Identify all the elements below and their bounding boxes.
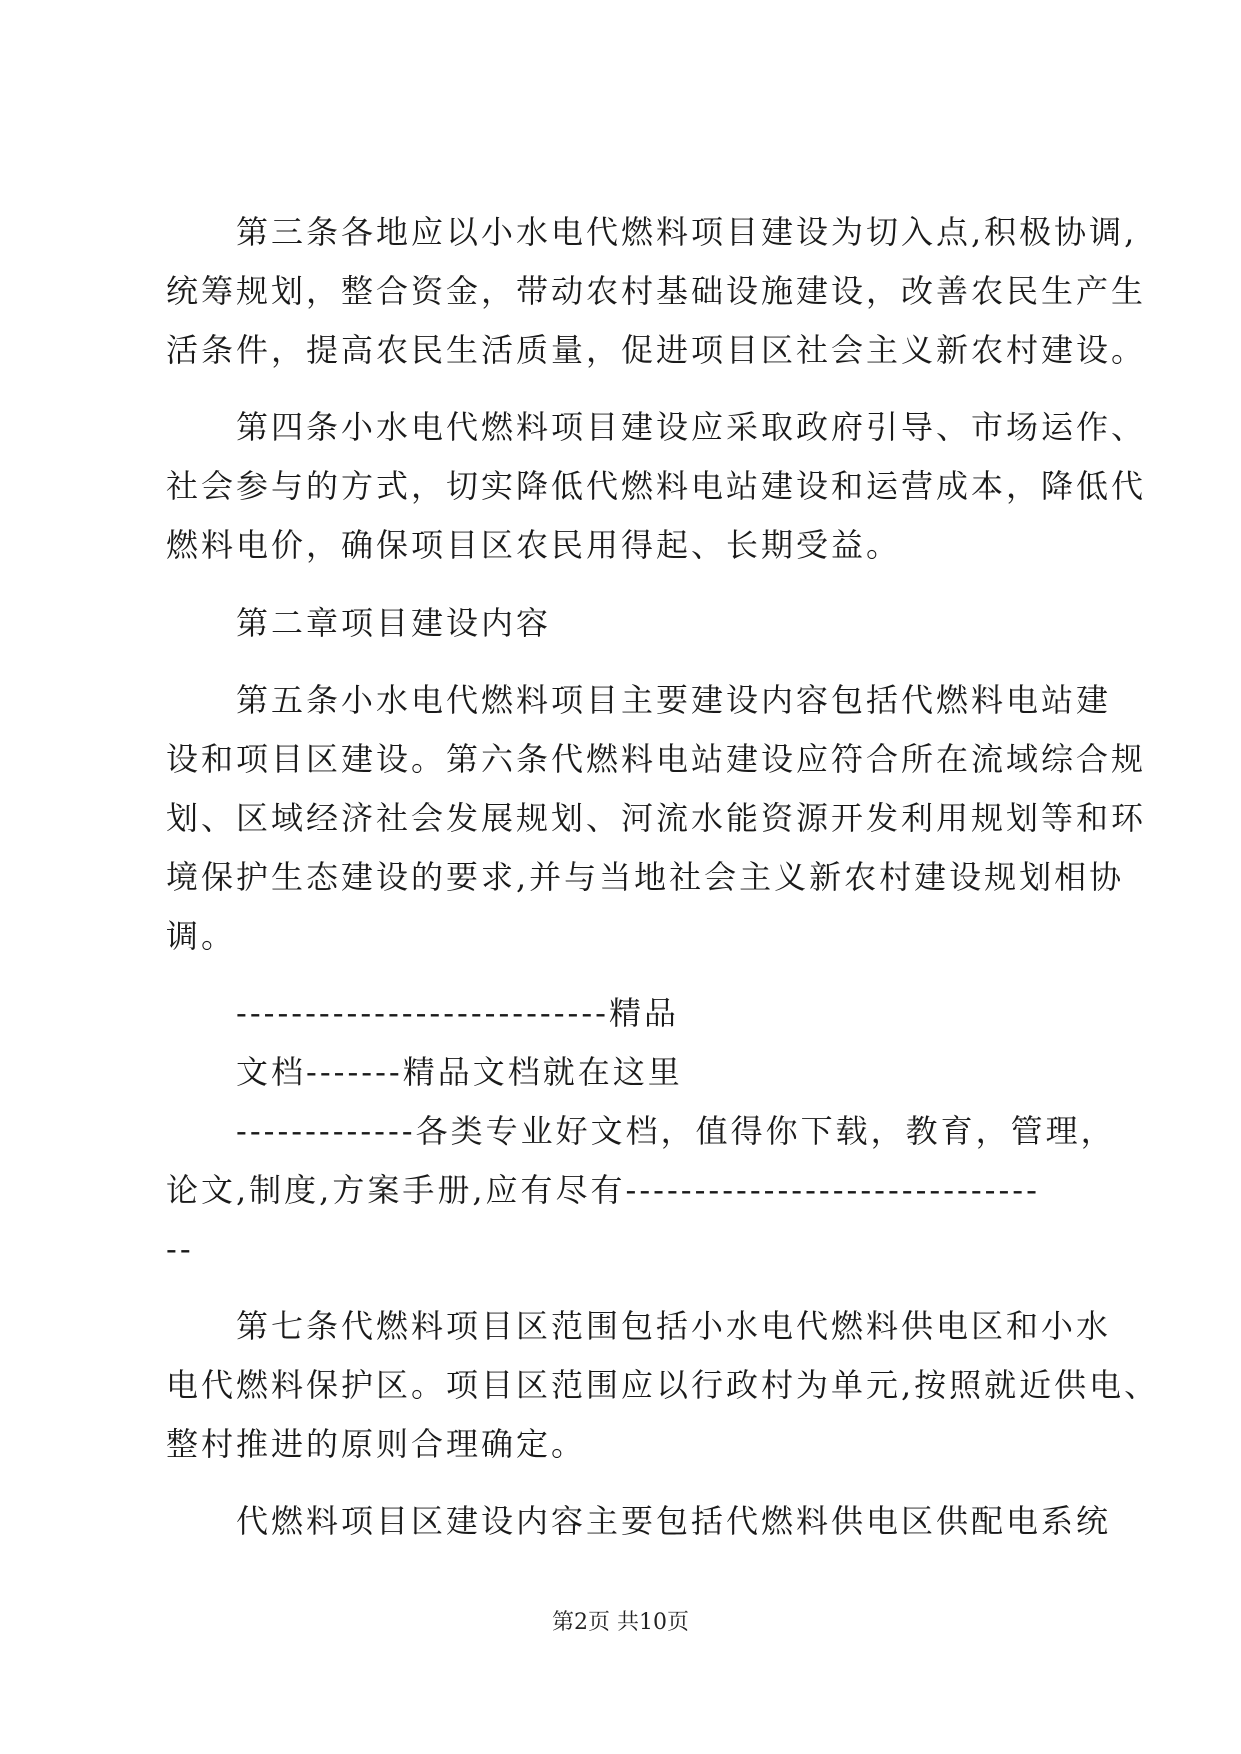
text-line: 第三条各地应以小水电代燃料项目建设为切入点,积极协调, — [166, 213, 1138, 251]
text-line: 整村推进的原则合理确定。 — [166, 1425, 587, 1463]
text-line: 第四条小水电代燃料项目建设应采取政府引导、市场运作、 — [166, 408, 1147, 446]
text-line: 设和项目区建设。第六条代燃料电站建设应符合所在流域综合规 — [166, 740, 1147, 778]
text-line: 第七条代燃料项目区范围包括小水电代燃料供电区和小水 — [166, 1307, 1112, 1345]
watermark-line: -- — [166, 1230, 194, 1268]
text-line: 调。 — [166, 917, 237, 955]
text-line: 社会参与的方式，切实降低代燃料电站建设和运营成本，降低代 — [166, 467, 1147, 505]
watermark-line: 论文,制度,方案手册,应有尽有------------------------------ — [166, 1171, 1040, 1209]
text-line: 代燃料项目区建设内容主要包括代燃料供电区供配电系统 — [166, 1502, 1112, 1540]
watermark-line: 文档-------精品文档就在这里 — [166, 1053, 683, 1091]
text-line: 活条件，提高农民生活质量，促进项目区社会主义新农村建设。 — [166, 331, 1147, 369]
page-footer: 第2页 共10页 — [552, 1610, 689, 1635]
text-line: 电代燃料保护区。项目区范围应以行政村为单元,按照就近供电、 — [166, 1366, 1160, 1404]
text-line: 境保护生态建设的要求,并与当地社会主义新农村建设规划相协 — [166, 858, 1125, 896]
chapter-heading: 第二章项目建设内容 — [166, 604, 552, 642]
watermark-line: -------------各类专业好文档，值得你下载，教育，管理， — [166, 1112, 1116, 1150]
text-line: 划、区域经济社会发展规划、河流水能资源开发利用规划等和环 — [166, 799, 1147, 837]
text-line: 第五条小水电代燃料项目主要建设内容包括代燃料电站建 — [166, 681, 1112, 719]
watermark-line: ---------------------------精品 — [166, 994, 679, 1032]
text-line: 统筹规划，整合资金，带动农村基础设施建设，改善农民生产生 — [166, 272, 1147, 310]
text-line: 燃料电价，确保项目区农民用得起、长期受益。 — [166, 526, 902, 564]
